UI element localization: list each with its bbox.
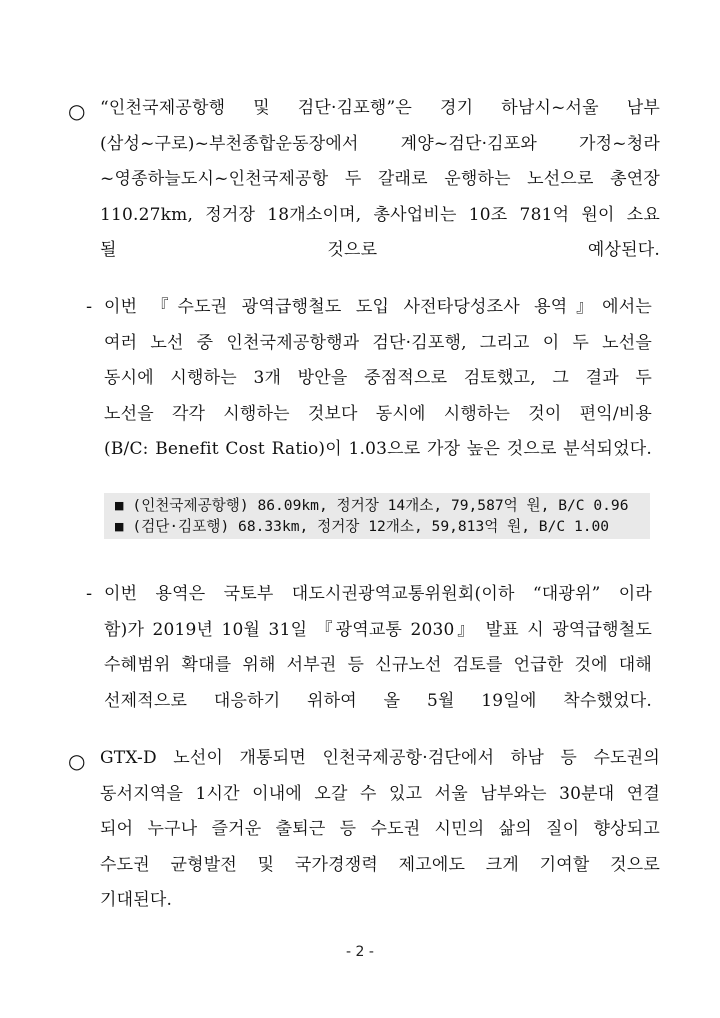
- square-bullet-icon: ■: [114, 520, 125, 533]
- sub2-line: 이번 용역은 국토부 대도시권광역교통위원회(이하 “대광위” 이라: [104, 584, 652, 604]
- section2-paragraph: [100, 741, 660, 919]
- sub2-line: 선제적으로 대응하기 위하여 올 5월 19일에 착수했었다.: [104, 690, 652, 711]
- sub1-line: 여러 노선 중 인천국제공항행과 검단·김포행, 그리고 이 두 노선을: [104, 332, 652, 353]
- section1-line: (삼성~구로)~부천종합운동장에서 계양~검단·김포와 가정~청라: [100, 133, 660, 154]
- section1-paragraph: [100, 91, 660, 269]
- sub1-line: 동시에 시행하는 3개 방안을 중점적으로 검토했고, 그 결과 두: [104, 368, 652, 388]
- sub2-line: 수혜범위 확대를 위해 서부권 등 신규노선 검토를 언급한 것에 대해: [104, 655, 652, 675]
- section2-line: 수도권 균형발전 및 국가경쟁력 제고에도 크게 기여할 것으로: [100, 854, 660, 875]
- summary-box: [104, 493, 650, 539]
- sub1-paragraph: [104, 290, 652, 468]
- sub2-paragraph: [104, 577, 652, 719]
- section2-line: 동서지역을 1시간 이내에 오갈 수 있고 서울 남부와는 30분대 연결: [100, 783, 660, 804]
- sub1-line: (B/C: Benefit Cost Ratio)이 1.03으로 가장 높은 것으로 분석되었다.: [104, 439, 652, 459]
- page-number: - 2 -: [346, 944, 374, 960]
- summary-row-text: (검단·김포행) 68.33km, 정거장 12개소, 59,813억 원, B/C 1.00: [132, 518, 610, 535]
- sub1-line: 이번 『수도권 광역급행철도 도입 사전타당성조사 용역』에서는: [104, 297, 652, 317]
- circle-bullet-icon: ○: [68, 749, 86, 773]
- section2-line: 기대된다.: [100, 890, 173, 910]
- circle-bullet-icon: ○: [68, 99, 86, 123]
- section1-line: 110.27km, 정거장 18개소이며, 총사업비는 10조 781억 원이 소요: [100, 204, 660, 225]
- summary-row: [114, 517, 609, 537]
- section1-line: 될 것으로 예상된다.: [100, 240, 660, 260]
- square-bullet-icon: ■: [114, 499, 125, 512]
- section1-line: ~영종하늘도시~인천국제공항 두 갈래로 운행하는 노선으로 총연장: [100, 169, 660, 189]
- summary-row: [114, 496, 629, 516]
- summary-row-text: (인천국제공항행) 86.09km, 정거장 14개소, 79,587억 원, B/C 0.96: [132, 497, 629, 514]
- sub2-line: 함)가 2019년 10월 31일 『광역교통 2030』 발표 시 광역급행철도: [104, 619, 652, 640]
- section1-line: “인천국제공항행 및 검단·김포행”은 경기 하남시~서울 남부: [100, 98, 660, 118]
- sub1-line: 노선을 각각 시행하는 것보다 동시에 시행하는 것이 편익/비용: [104, 403, 652, 424]
- section2-line: GTX-D 노선이 개통되면 인천국제공항·검단에서 하남 등 수도권의: [100, 748, 660, 768]
- dash-bullet-icon: -: [86, 584, 93, 604]
- dash-bullet-icon: -: [86, 297, 93, 317]
- section2-line: 되어 누구나 즐거운 출퇴근 등 수도권 시민의 삶의 질이 향상되고: [100, 819, 660, 839]
